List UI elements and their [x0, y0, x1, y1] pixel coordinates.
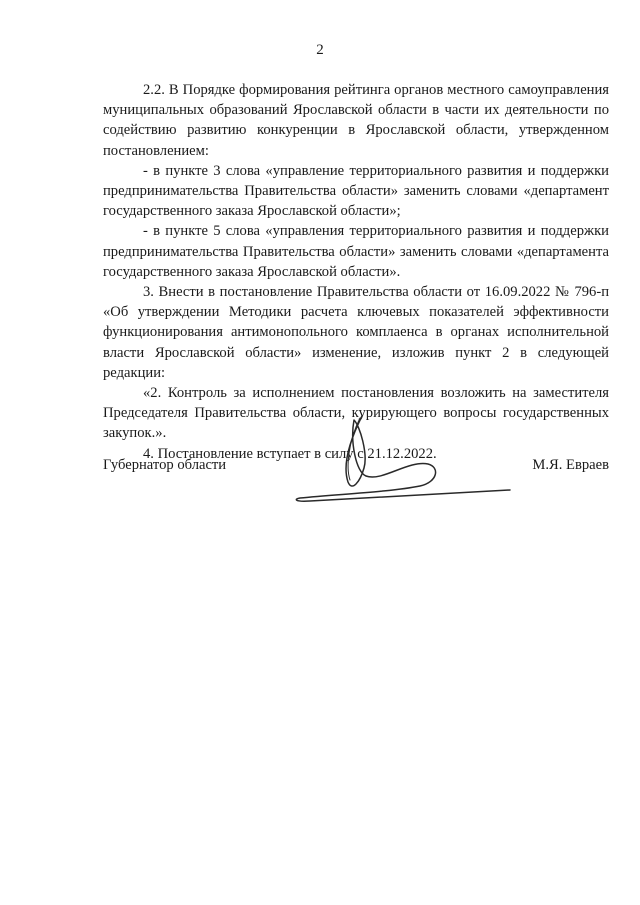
handwritten-signature	[290, 412, 520, 512]
paragraph-item-5: - в пункте 5 слова «управления территориального развития и поддержки предпринимательства Правительства области» заменить словами «департамента государственного заказа Ярославской области».	[103, 223, 609, 280]
signatory-name: М.Я. Евраев	[532, 457, 609, 473]
document-body	[103, 80, 609, 464]
page-number: 2	[316, 42, 324, 58]
paragraph-item-3: - в пункте 3 слова «управление территориального развития и поддержки предпринимательства Правительства области» заменить словами «департамент государственного заказа Ярославской области»;	[103, 162, 609, 220]
paragraph-2-2: 2.2. В Порядке формирования рейтинга органов местного самоуправления муниципальных образований Ярославской области в части их деятельности по содействию развитию конкуренции в Ярославской области, утвержденном постановлением:	[103, 82, 609, 159]
signatory-title: Губернатор области	[103, 457, 227, 473]
paragraph-4: 4. Постановление вступает в силу с 21.12.2022.	[143, 445, 437, 462]
paragraph-quoted-point-2: «2. Контроль за исполнением постановления возложить на заместителя Председателя Правительства области, курирующего вопросы государственных закупок.».	[103, 385, 609, 442]
paragraph-3: 3. Внести в постановление Правительства области от 16.09.2022 № 796-п «Об утверждении Методики расчета ключевых показателей эффективности функционирования антимонопольного комплаенса в органах исполнительной власти Ярославской области» изменение, изложив пункт 2 в следующей редакции:	[103, 284, 609, 381]
